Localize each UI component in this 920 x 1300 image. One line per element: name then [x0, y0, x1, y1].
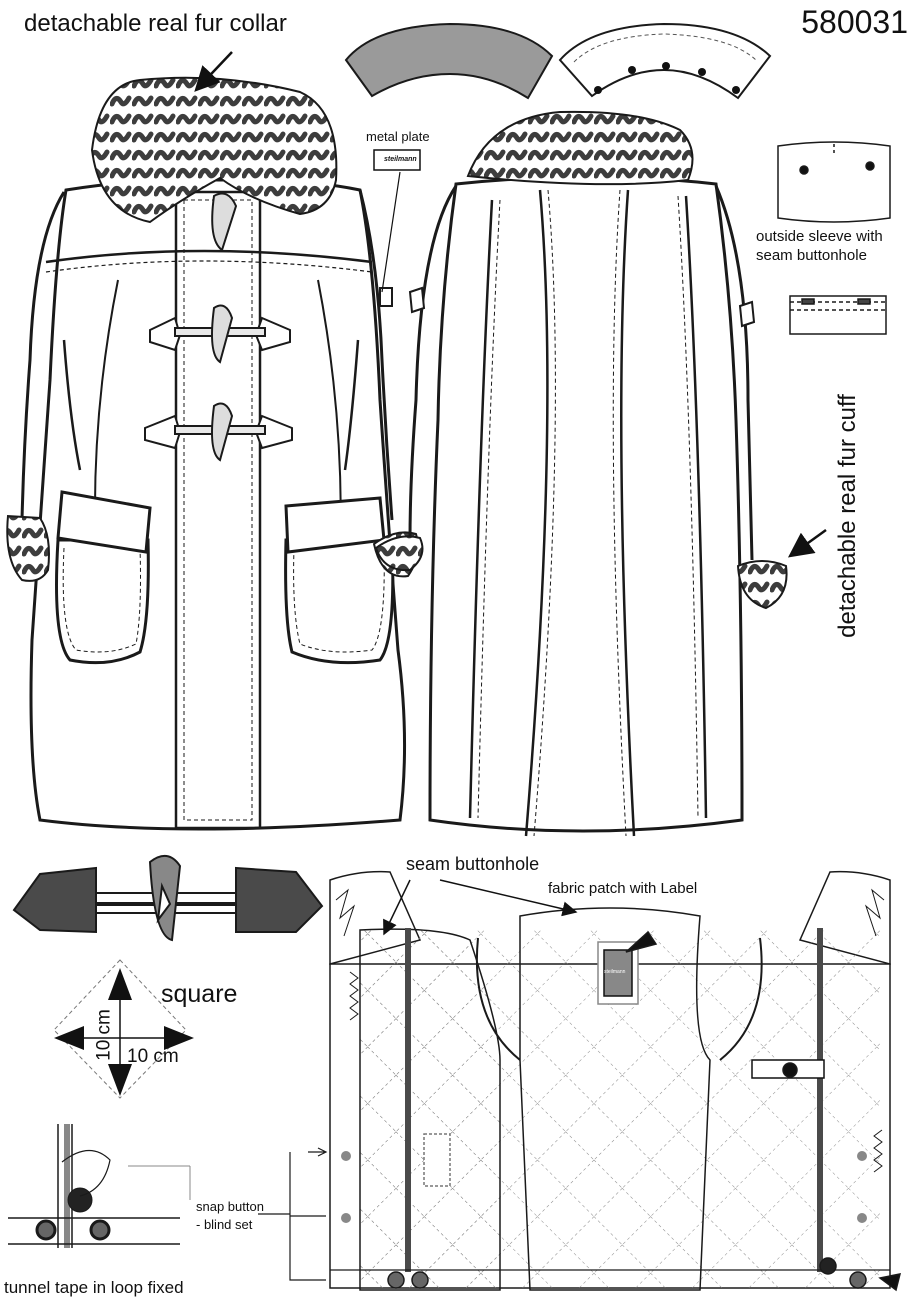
- collar-annotation: detachable real fur collar: [24, 10, 287, 37]
- sleeve-annotation-line2: seam buttonhole: [756, 247, 867, 264]
- collar-piece-grey: [346, 24, 552, 98]
- lining-layout: [258, 872, 900, 1290]
- back-fur-collar: [468, 112, 693, 184]
- collar-pattern-pieces: [346, 24, 770, 98]
- metal-plate-detail: [374, 150, 420, 292]
- style-number: 580031: [801, 4, 908, 40]
- sleeve-annotation-line1: outside sleeve with: [756, 228, 883, 245]
- snap-button-detail: [8, 1124, 190, 1248]
- coat-front-view: [7, 78, 418, 829]
- dimension-horizontal: 10 cm: [127, 1046, 179, 1067]
- tunnel-tape-annotation: tunnel tape in loop fixed: [4, 1278, 184, 1297]
- dimension-vertical: 10 cm: [93, 1009, 115, 1061]
- coat-back-body: [430, 177, 742, 831]
- snap-annotation-line1: snap button: [196, 1199, 264, 1214]
- metal-plate-annotation: metal plate: [366, 129, 430, 144]
- cuff-annotation: detachable real fur cuff: [834, 394, 861, 638]
- coat-back-view: [376, 112, 787, 836]
- front-left-fur-cuff: [7, 516, 49, 581]
- toggle-closeup: [14, 856, 322, 940]
- plate-logo-text: steilmann: [384, 156, 417, 163]
- back-right-fur-cuff: [738, 561, 787, 608]
- seam-buttonhole-annotation: seam buttonhole: [406, 854, 540, 874]
- square-annotation: square: [161, 980, 238, 1008]
- fabric-patch-annotation: fabric patch with Label: [548, 880, 698, 897]
- label-logo-text: steilmann: [604, 969, 626, 975]
- snap-annotation-line2: - blind set: [196, 1217, 253, 1232]
